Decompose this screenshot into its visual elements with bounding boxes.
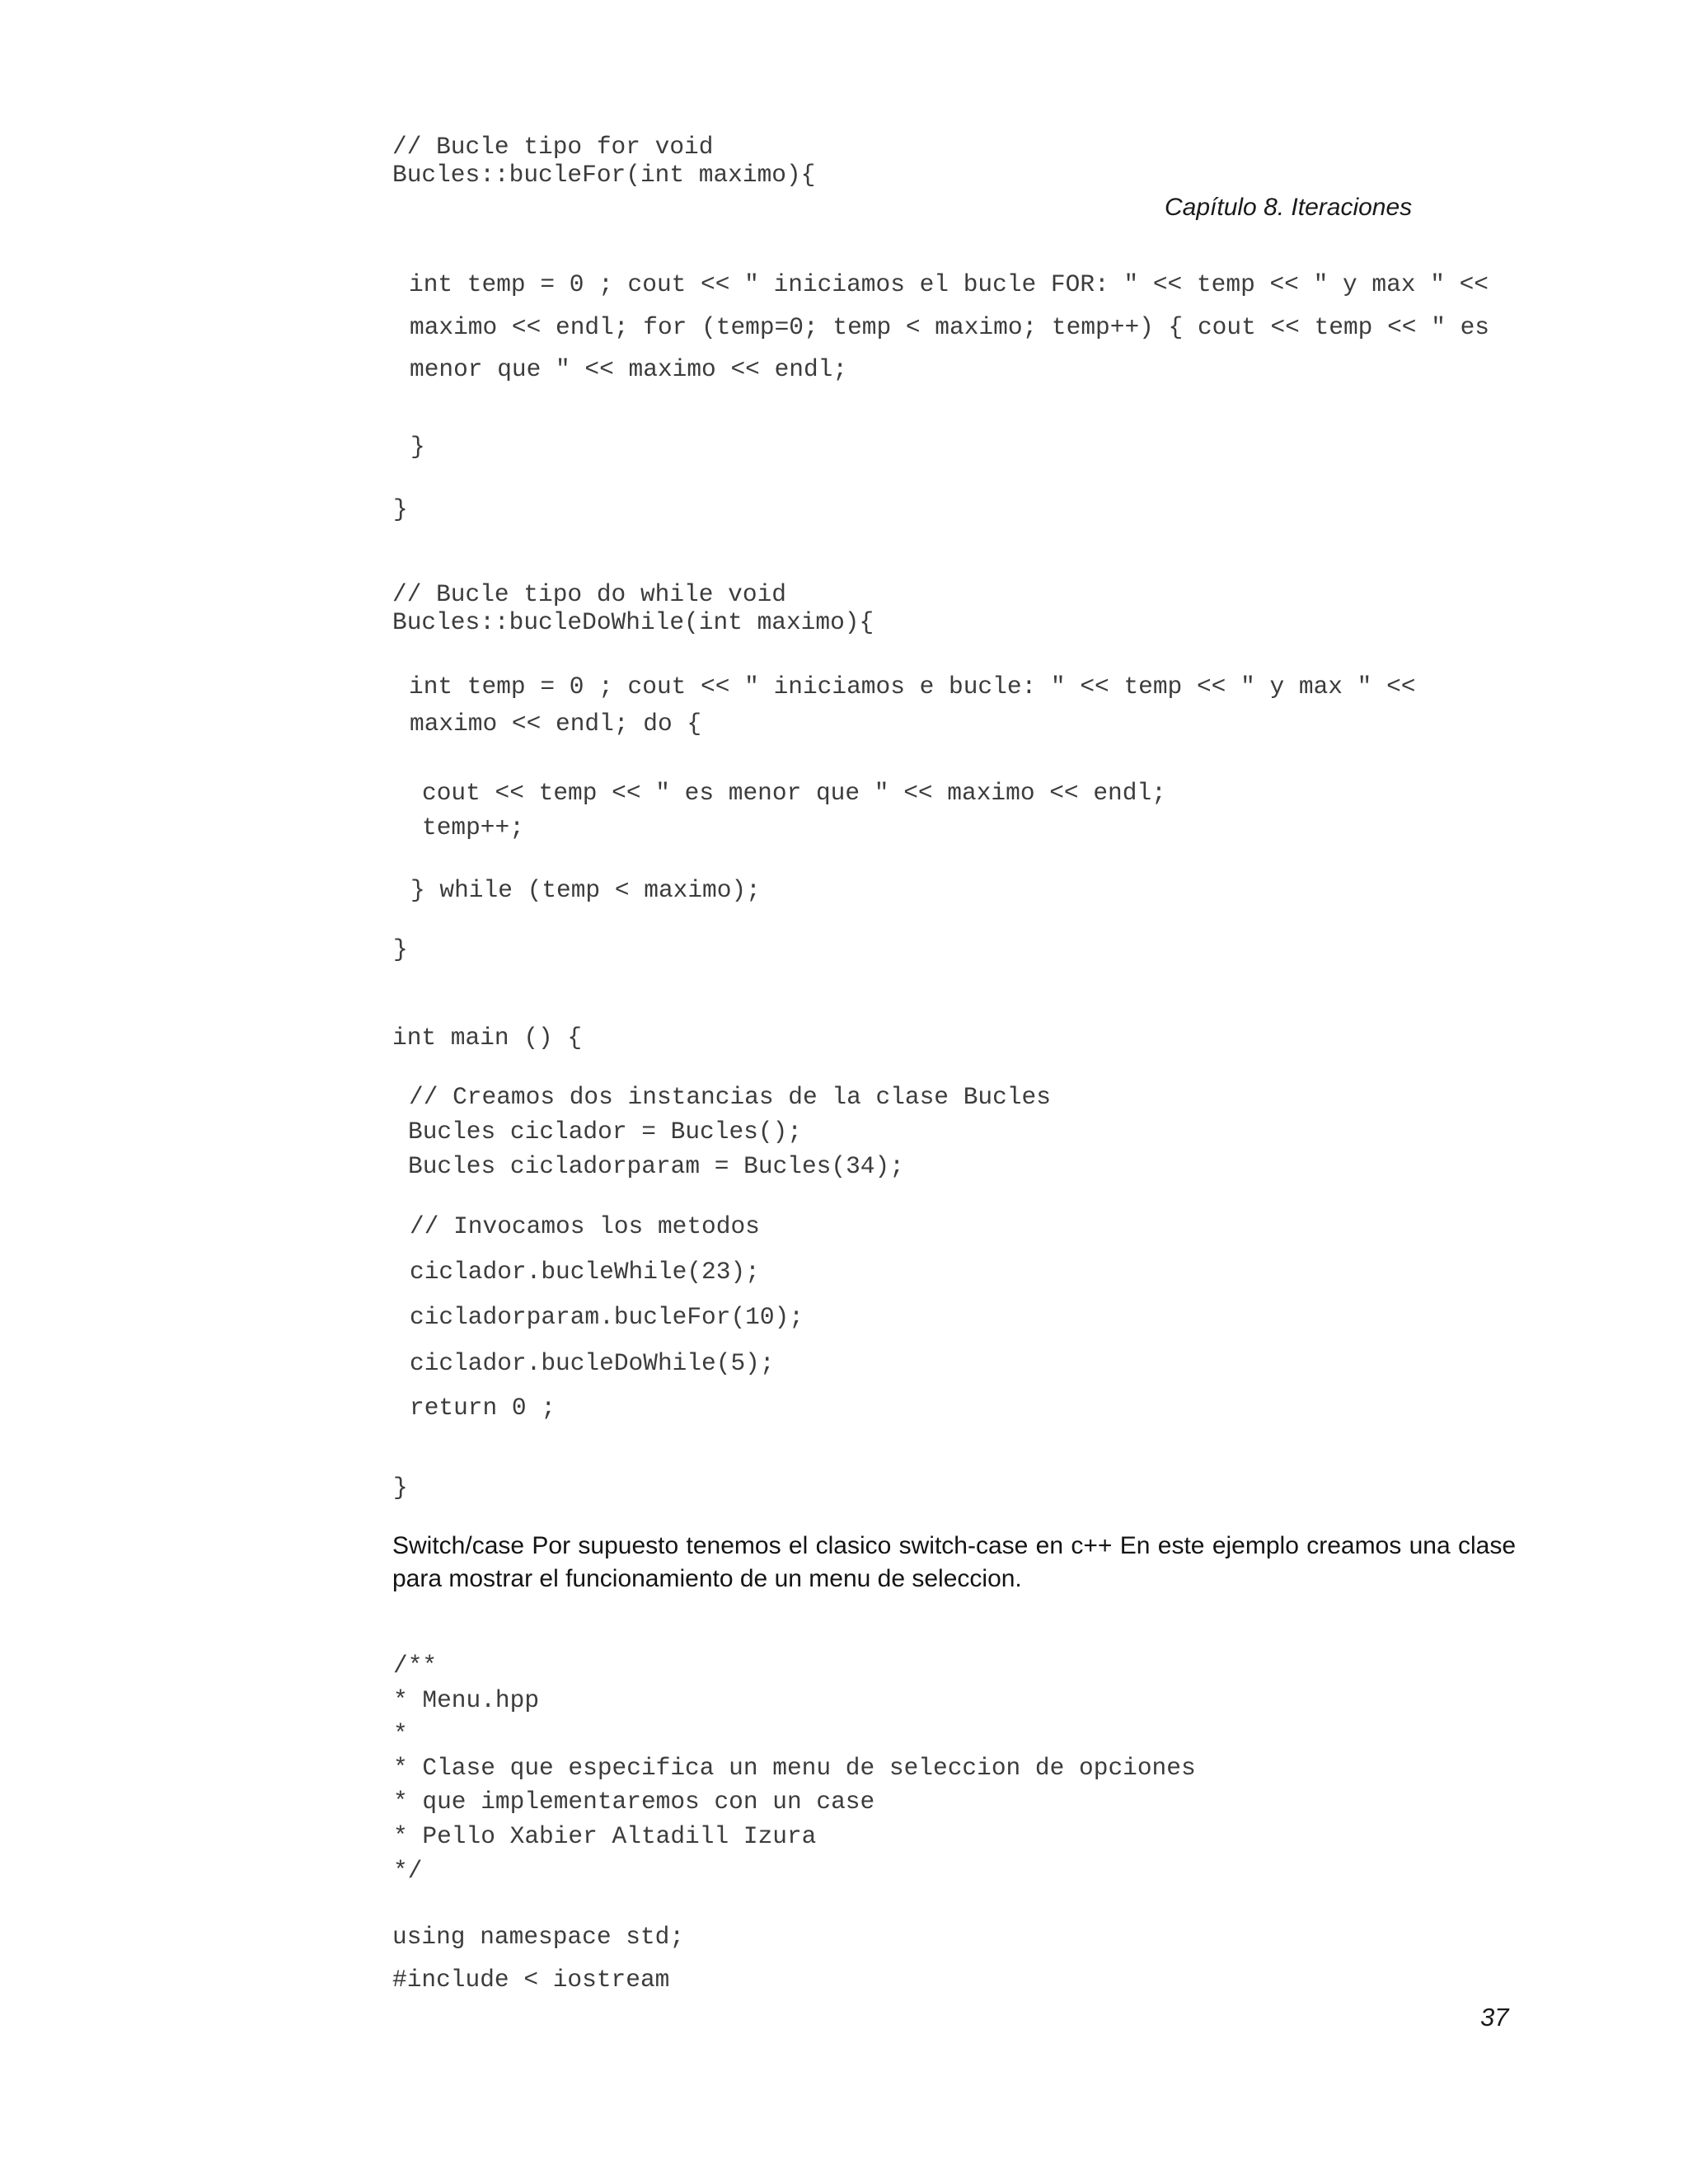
code-line: ciclador.bucleWhile(23);: [410, 1258, 760, 1286]
code-comment: // Bucle tipo do while void: [392, 580, 786, 608]
code-comment: *: [393, 1720, 408, 1748]
code-comment: */: [393, 1857, 423, 1885]
code-comment: * Pello Xabier Altadill Izura: [393, 1822, 817, 1850]
code-line: cicladorparam.bucleFor(10);: [410, 1303, 804, 1331]
code-line: maximo << endl; do {: [410, 710, 702, 738]
page-number: 37: [1480, 2003, 1509, 2032]
code-line: int main () {: [392, 1024, 583, 1052]
code-line: cout << temp << " es menor que " << maximo << endl;: [422, 779, 1166, 807]
code-comment: // Bucle tipo for void: [392, 133, 714, 161]
code-comment: // Creamos dos instancias de la clase Bucles: [409, 1083, 1051, 1111]
code-comment: * Clase que especifica un menu de seleccion de opciones: [393, 1754, 1196, 1782]
code-line: }: [410, 433, 425, 461]
code-line: menor que " << maximo << endl;: [410, 355, 848, 383]
code-line: }: [393, 935, 408, 963]
code-comment: /**: [393, 1652, 438, 1680]
paragraph-line: Switch/case Por supuesto tenemos el clasico switch-case en c++ En este ejemplo creamos una clase: [392, 1532, 1517, 1559]
code-line: }: [393, 1474, 408, 1502]
code-line: Bucles::bucleDoWhile(int maximo){: [392, 608, 874, 636]
code-line: Bucles cicladorparam = Bucles(34);: [408, 1152, 904, 1180]
code-comment: * Menu.hpp: [393, 1686, 540, 1714]
code-line: int temp = 0 ; cout << " iniciamos el bucle FOR: " << temp << " y max " <<: [409, 270, 1489, 298]
code-line: int temp = 0 ; cout << " iniciamos e bucle: " << temp << " y max " <<: [409, 673, 1416, 701]
code-line: using namespace std;: [392, 1923, 685, 1951]
code-line: Bucles::bucleFor(int maximo){: [392, 161, 816, 189]
code-line: #include < iostream: [392, 1966, 670, 1994]
code-comment: // Invocamos los metodos: [410, 1212, 760, 1240]
code-line: Bucles ciclador = Bucles();: [408, 1118, 802, 1146]
code-line: ciclador.bucleDoWhile(5);: [410, 1349, 775, 1377]
chapter-header: Capítulo 8. Iteraciones: [1165, 194, 1413, 221]
code-line: } while (temp < maximo);: [410, 876, 761, 904]
paragraph-line: para mostrar el funcionamiento de un menu de seleccion.: [392, 1565, 1022, 1592]
code-comment: * que implementaremos con un case: [393, 1788, 875, 1816]
code-line: }: [393, 495, 408, 523]
code-line: return 0 ;: [410, 1394, 556, 1422]
code-line: maximo << endl; for (temp=0; temp < maximo; temp++) { cout << temp << " es: [410, 313, 1490, 341]
code-line: temp++;: [422, 813, 524, 841]
